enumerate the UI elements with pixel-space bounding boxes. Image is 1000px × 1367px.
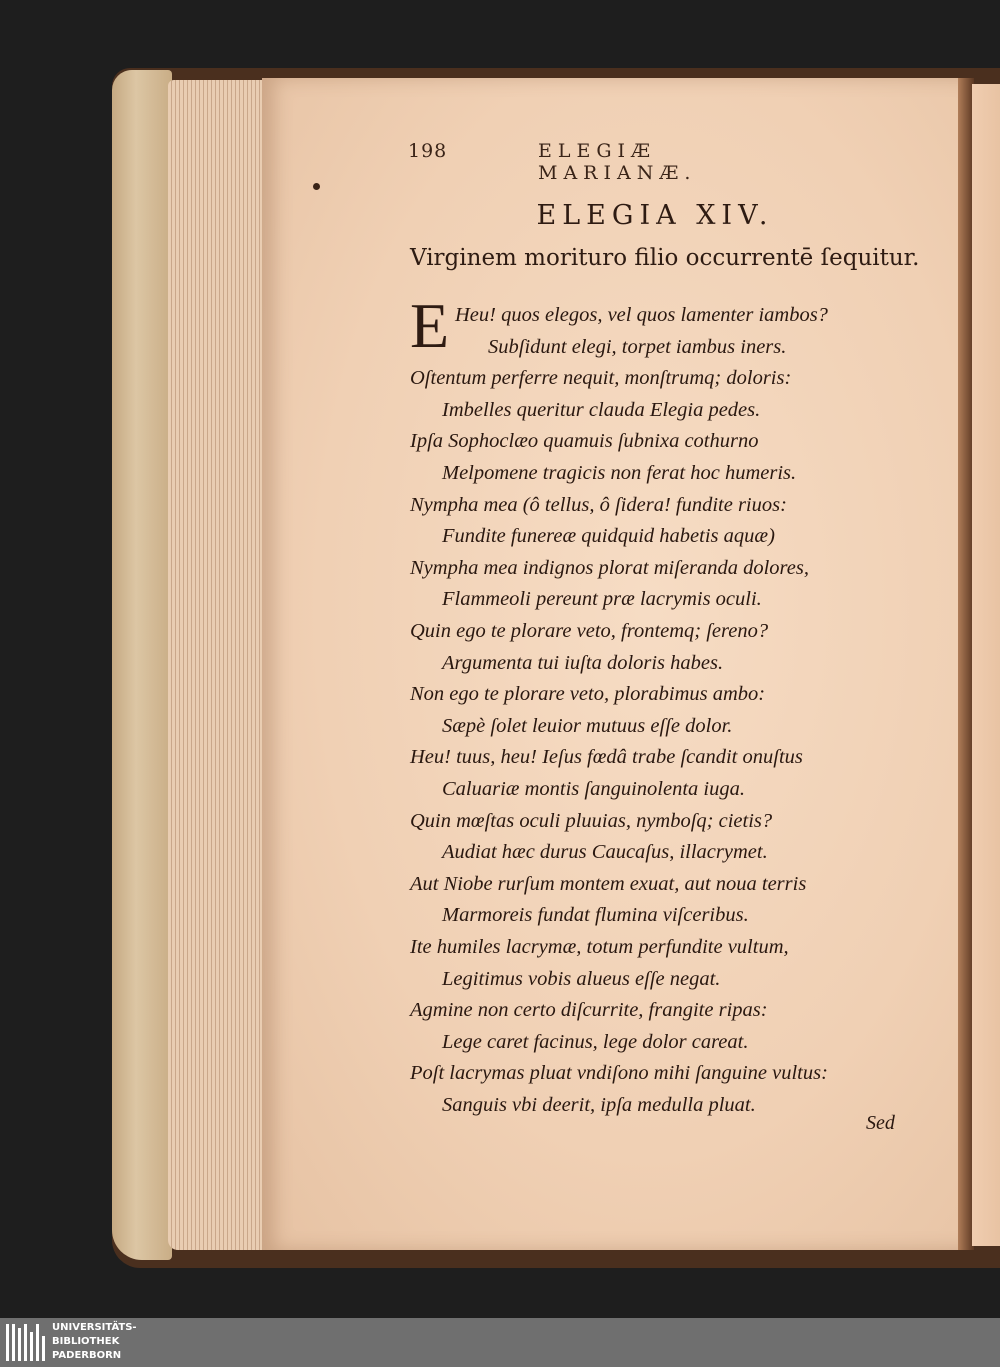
- verse-line: Heu! tuus, heu! Ieſus fœdâ trabe ſcandit onuſtus: [410, 746, 803, 768]
- running-head: [408, 140, 808, 184]
- library-line: BIBLIOTHEK: [52, 1336, 120, 1347]
- elegy-subtitle: Virginem morituro filio occurrentē ſequitur.: [410, 245, 920, 271]
- library-line: UNIVERSITÄTS-: [52, 1322, 137, 1333]
- verse-line: Subſidunt elegi, torpet iambus iners.: [488, 336, 787, 358]
- library-line: PADERBORN: [52, 1350, 122, 1361]
- verse-line: Heu! quos elegos, vel quos lamenter iambos?: [455, 304, 828, 326]
- verse-line: Audiat hæc durus Caucaſus, illacrymet.: [442, 841, 768, 863]
- drop-cap: E: [410, 290, 450, 361]
- verse-line: Imbelles queritur clauda Elegia pedes.: [442, 399, 761, 421]
- page-number: 198: [408, 140, 448, 162]
- verse-line: Flammeoli pereunt præ lacrymis oculi.: [442, 588, 762, 610]
- verse-line: Nympha mea indignos plorat miſeranda dolores,: [410, 557, 809, 579]
- verse-line: Caluariæ montis ſanguinolenta iuga.: [442, 778, 745, 800]
- verse-line: Fundite funereæ quidquid habetis aquæ): [442, 525, 775, 547]
- library-name: [52, 1321, 137, 1363]
- ink-dot: [313, 183, 320, 190]
- elegy-title: ELEGIA XIV.: [536, 200, 774, 231]
- verse-line: Aut Niobe rurſum montem exuat, aut noua terris: [410, 873, 807, 895]
- verse-line: Marmoreis fundat flumina viſceribus.: [442, 904, 749, 926]
- verse-line: Nympha mea (ô tellus, ô ſidera! fundite riuos:: [410, 494, 787, 516]
- right-page-edge: [972, 84, 1000, 1246]
- verse-line: Quin ego te plorare veto, frontemq; ſereno?: [410, 620, 769, 642]
- library-logo-icon: [4, 1322, 48, 1363]
- verse-line: Oſtentum perferre nequit, monſtrumq; doloris:: [410, 367, 792, 389]
- running-title: ELEGIÆ MARIANÆ.: [538, 140, 697, 184]
- verse-line: Lege caret facinus, lege dolor careat.: [442, 1031, 749, 1053]
- verse-line: Ipſa Sophoclæo quamuis ſubnixa cothurno: [410, 430, 759, 452]
- verse-line: Non ego te plorare veto, plorabimus ambo:: [410, 683, 766, 705]
- book-cover-edge: [112, 70, 172, 1260]
- verse-line: Quin mœſtas oculi pluuias, nymboſq; cietis?: [410, 810, 773, 832]
- library-footer: [0, 1318, 1000, 1367]
- verse-line: Legitimus vobis alueus eſſe negat.: [442, 968, 721, 990]
- verse-line: Poſt lacrymas pluat vndiſono mihi ſanguine vultus:: [410, 1062, 828, 1084]
- verse-line: Ite humiles lacrymæ, totum perfundite vultum,: [410, 936, 789, 958]
- verse-line: Agmine non certo diſcurrite, frangite ripas:: [410, 999, 768, 1021]
- verse-line: Sanguis vbi deerit, ipſa medulla pluat.: [442, 1094, 756, 1116]
- verse-line: Sæpè ſolet leuior mutuus eſſe dolor.: [442, 715, 733, 737]
- verse-line: Melpomene tragicis non ferat hoc humeris.: [442, 462, 797, 484]
- catchword: Sed: [866, 1112, 895, 1134]
- verse-line: Argumenta tui iuſta doloris habes.: [442, 652, 724, 674]
